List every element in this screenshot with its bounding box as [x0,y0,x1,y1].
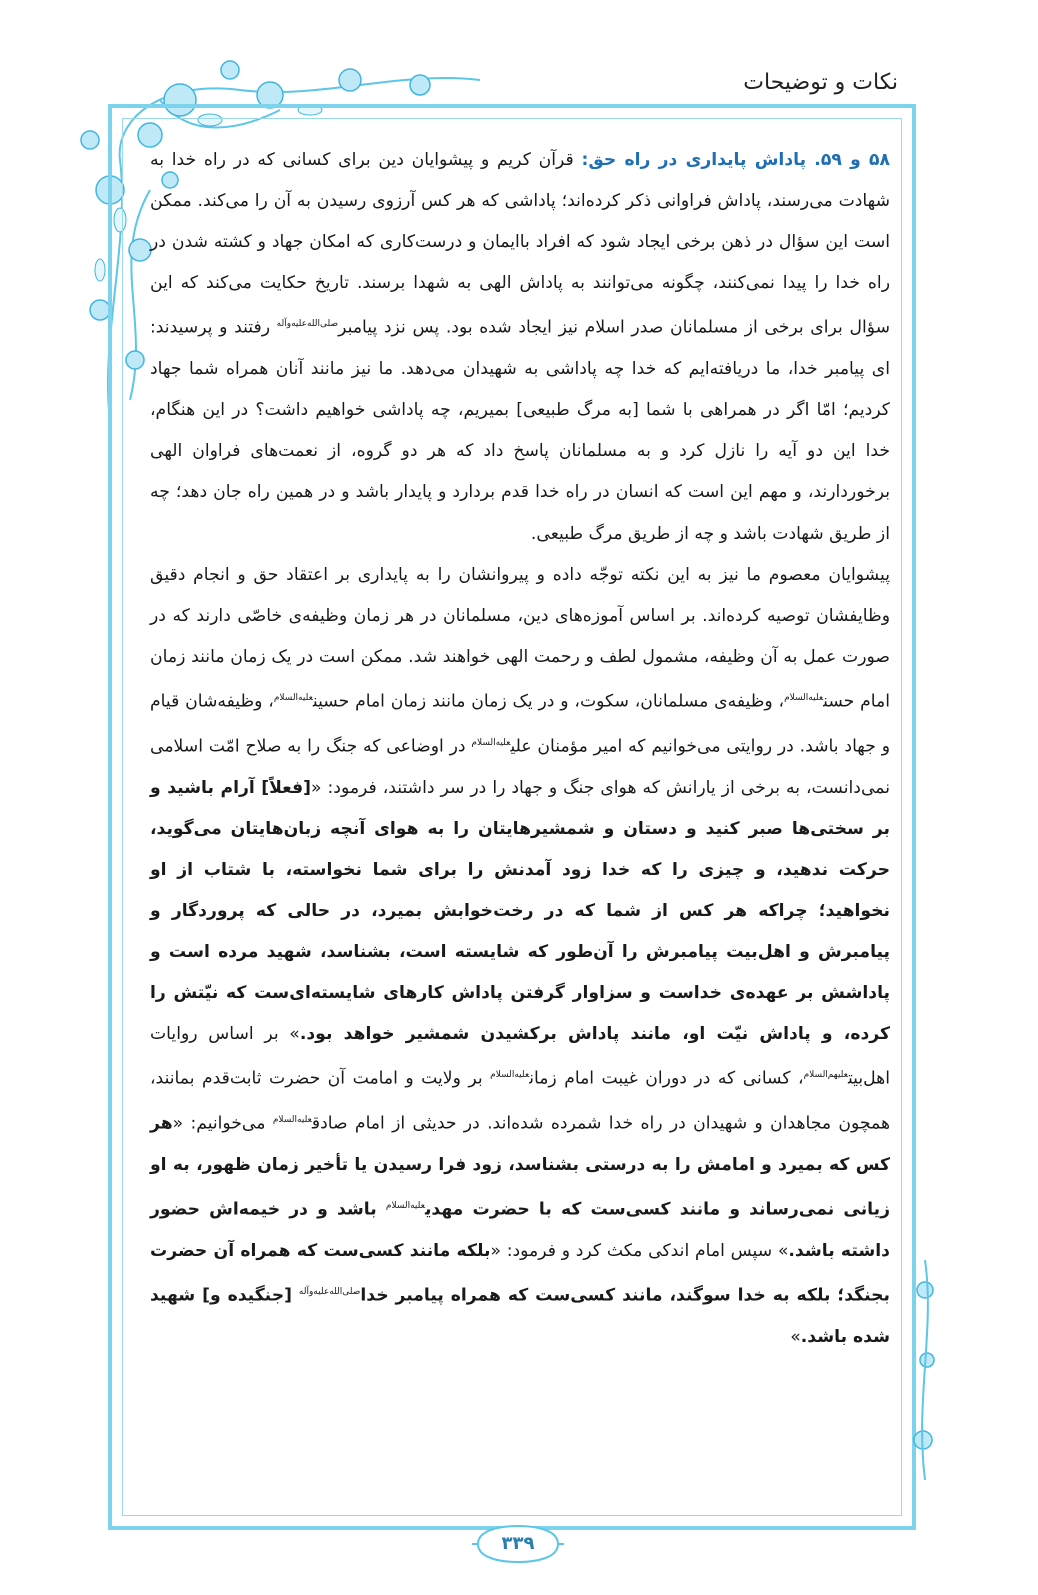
paragraph-1: ۵۸ و ۵۹. پاداش پایداری در راه حق: قرآن کریم و پیشوایان دین برای کسانی که در راه خدا به شهادت می‌رسند، پاداش فراوانی ذکر کرده‌اند؛ پاداشی که هر کس آرزوی رسیدن به آن را می‌کند. ممکن است این سؤال در ذهن برخی ایجاد شود که افراد باایمان و درست‌کاری که امکان جهاد و کشته شدن در راه خدا را پیدا نمی‌کنند، چگونه می‌توانند به پاداش الهی به شهدا برسند. تاریخ حکایت می‌کند که این سؤال برای برخی از مسلمانان صدر اسلام نیز ایجاد شده بود. پس نزد پیامبر$^{صلی‌الله‌علیه‌وآله}$ رفتند و پرسیدند: ای پیامبر خدا، ما دریافته‌ایم که خدا چه پاداشی به شهیدان می‌دهد. ما نیز مانند آنان همراه شما جهاد کردیم؛ امّا اگر در همراهی با شما [به مرگ طبیعی] بمیریم، چه پاداشی خواهیم داشت؟ در این هنگام، خدا این دو آیه را نازل کرد و به مسلمانان پاسخ داد که هر دو گروه، از نعمت‌های فراوان الهی برخوردارند، و مهم این است که انسان در راه خدا قدم بردارد و پایدار باشد و در همین راه جان دهد؛ چه از طریق شهادت باشد و چه از طریق مرگ طبیعی. [150,150,891,544]
main-text [150,140,890,1358]
quote-sadiq: هر کس که بمیرد و امامش را به درستی بشناسد، زود فرا رسیدن یا تأخیر زمان ظهور، به او زیانی نمی‌رساند و مانند کسی‌ست که با حضرت مهدی [150,1113,890,1220]
quote-ali: [فعلاً] آرام باشید و بر سختی‌ها صبر کنید و دستان و شمشیرهایتان را به هوای آنچه زبان‌هایتان می‌گوید، حرکت ندهید، و چیزی را که خدا زود آمدنش را برای شما نخواسته، با شتاب از او نخواهید؛ چراکه هر کس از شما که در رخت‌خوابش بمیرد، در حالی که پروردگار و پیامبرش و اهل‌بیت پیامبرش را آن‌طور که شایسته است، بشناسد، شهید مرده است و پاداشش بر عهده‌ی خداست و سزاوار گرفتن پاداش کارهای شایسته‌ای‌ست که نیّتش را کرده، و پاداش نیّت او، مانند پاداش برکشیدن شمشیر خواهد بود. [150,777,890,1045]
page-number-badge [470,1522,566,1566]
page-header-title: نکات و توضیحات [743,70,898,95]
side-ornament-icon [905,1250,945,1490]
quote-sadiq-continued: بلکه مانند کسی‌ست که همراه آن حضرت بجنگد؛ بلکه به خدا سوگند، مانند کسی‌ست که همراه پیامبر خدا [150,1240,891,1306]
paragraph-2: پیشوایان معصوم ما نیز به این نکته توجّه داده و پیروانشان را به پایداری بر اعتقاد حق و انجام دقیق وظایفشان توصیه کرده‌اند. بر اساس آموزه‌های دین، مسلمانان در هر زمان وظیفه‌ی خاصّی دارند که در صورت عمل به آن وظیفه، مشمول لطف و رحمت الهی خواهند شد. ممکن است در یک زمان مانند زمان امام حسن$^{علیه‌السلام}$، وظیفه‌ی مسلمانان، سکوت، و در یک زمان مانند زمان امام حسین$^{علیه‌السلام}$، وظیفه‌شان قیام و جهاد باشد. در روایتی می‌خوانیم که امیر مؤمنان علی$^{علیه‌السلام}$ در اوضاعی که جنگ را به صلاح امّت اسلامی نمی‌دانست، به برخی از یارانش که هوای جنگ و جهاد را در سر داشتند، فرمود: «[فعلاً] آرام باشید و بر سختی‌ها صبر کنید و دستان و شمشیرهایتان را به هوای آنچه زبان‌هایتان می‌گوید، حرکت ندهید، و چیزی را که خدا زود آمدنش را برای شما نخواسته، با شتاب از او نخواهید؛ چراکه هر کس از شما که در رخت‌خوابش بمیرد، در حالی که پروردگار و پیامبرش و اهل‌بیت پیامبرش را آن‌طور که شایسته است، بشناسد، شهید مرده است و پاداشش بر عهده‌ی خداست و سزاوار گرفتن پاداش کارهای شایسته‌ای‌ست که نیّتش را کرده، و پاداش نیّت او، مانند پاداش برکشیدن شمشیر خواهد بود.» بر اساس روایات اهل‌بیت$^{علیهم‌السلام}$، کسانی که در دوران غیبت امام زمان$^{علیه‌السلام}$ بر ولایت و امامت آن حضرت ثابت‌قدم بمانند، همچون مجاهدان و شهیدان در راه خدا شمرده شده‌اند. در حدیثی از امام صادق$^{علیه‌السلام}$ می‌خوانیم: «هر کس که بمیرد و امامش را به درستی بشناسد، زود فرا رسیدن یا تأخیر زمان ظهور، به او زیانی نمی‌رساند و مانند کسی‌ست که با حضرت مهدی$^{علیه‌السلام}$ باشد و در خیمه‌اش حضور داشته باشد.» سپس امام اندکی مکث کرد و فرمود: «بلکه مانند کسی‌ست که همراه آن حضرت بجنگد؛ بلکه به خدا سوگند، مانند کسی‌ست که همراه پیامبر خدا$^{صلی‌الله‌علیه‌وآله}$ [جنگیده و] شهید شده باشد.» [150,564,891,1347]
page-number: ۳۳۹ [501,1533,535,1554]
section-heading: ۵۸ و ۵۹. پاداش پایداری در راه حق: [581,150,890,170]
